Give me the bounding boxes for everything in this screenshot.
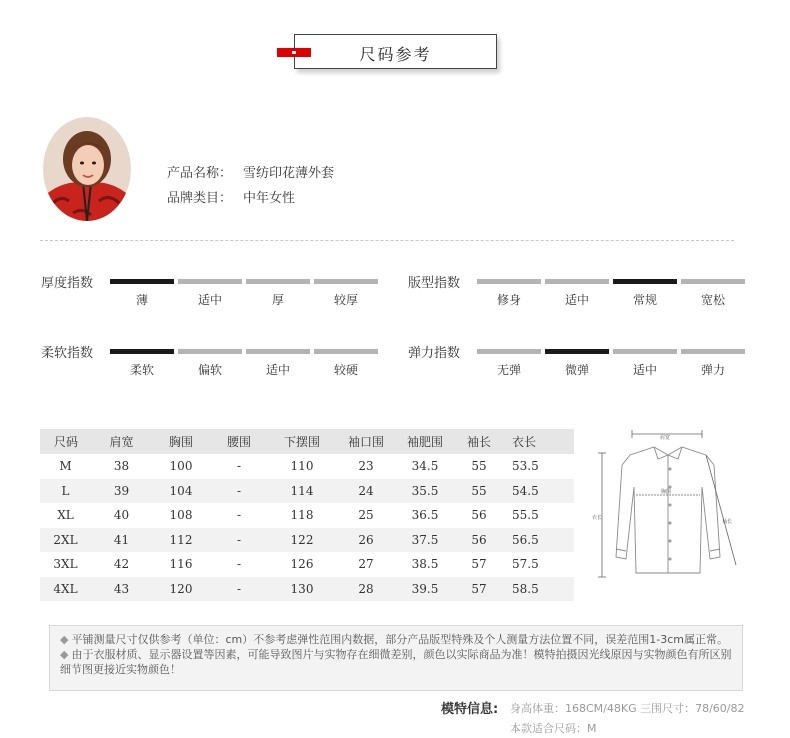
product-category-value: 中年女性 (243, 191, 296, 206)
table-row (40, 479, 574, 504)
col-header-hem: 下摆围 (268, 429, 336, 454)
table-cell: 3XL (53, 557, 78, 572)
label-chest: 胸围 (661, 489, 672, 495)
table-cell: 58.5 (504, 577, 574, 602)
col-header-shoulder: 肩宽 (91, 429, 152, 454)
table-cell: 100 (169, 459, 193, 474)
table-cell: 114 (268, 479, 336, 504)
table-cell: 57.5 (512, 557, 539, 572)
index-option: 较硬 (333, 363, 358, 377)
table-cell: 39.5 (396, 577, 454, 602)
label-sleeve: 袖长 (722, 519, 733, 525)
note-item (60, 647, 732, 677)
table-cell: 126 (290, 557, 314, 572)
index-segment (110, 349, 174, 354)
index-option: 宽松 (700, 293, 725, 307)
table-cell: - (236, 508, 242, 523)
table-cell: 55 (471, 459, 487, 474)
table-cell: 38.5 (411, 557, 439, 572)
table-cell: 56 (454, 528, 504, 553)
index-segment (178, 279, 242, 284)
table-cell: - (236, 557, 242, 572)
table-cell: 25 (358, 508, 374, 523)
index-segment (477, 349, 541, 354)
table-cell: 41 (91, 528, 152, 553)
index-option: 偏软 (197, 363, 222, 377)
index-name: 版型指数 (408, 276, 461, 291)
index-segment (613, 279, 677, 284)
table-cell: 27 (358, 557, 374, 572)
table-cell: - (210, 577, 268, 602)
index-option: 微弹 (564, 363, 589, 377)
col-header-size: 尺码 (40, 429, 91, 454)
table-cell: 24 (336, 479, 396, 504)
model-info-label: 模特信息: (441, 702, 499, 717)
table-cell: 122 (268, 528, 336, 553)
index-option: 适中 (632, 363, 657, 377)
table-cell: 57 (454, 577, 504, 602)
table-cell: 4XL (40, 577, 91, 602)
model-stats: 身高体重：168CM/48KG 三围尺寸：78/60/82 (510, 702, 745, 715)
size-table (40, 429, 574, 601)
index-segment (681, 279, 745, 284)
model-avatar (43, 117, 131, 221)
index-segment (246, 349, 310, 354)
product-category-row (167, 187, 295, 206)
table-cell: - (236, 459, 242, 474)
table-cell: 54.5 (504, 479, 574, 504)
note-item (60, 632, 732, 647)
index-name: 厚度指数 (41, 276, 94, 291)
index-segment (477, 279, 541, 284)
table-cell: 37.5 (396, 528, 454, 553)
index-segment (314, 349, 378, 354)
size-table-header (40, 429, 574, 454)
product-name-row (167, 162, 334, 181)
bullet-icon: ◆ (60, 633, 69, 646)
table-cell: 57 (471, 557, 487, 572)
table-row (40, 577, 574, 602)
index-segment (613, 349, 677, 354)
index-option: 无弹 (496, 363, 521, 377)
table-row (40, 552, 574, 577)
table-cell: XL (57, 508, 74, 523)
label-shoulder: 肩宽 (660, 435, 671, 441)
table-cell: 118 (290, 508, 314, 523)
shirt-measure-diagram (588, 425, 748, 585)
index-option: 适中 (564, 293, 589, 307)
index-segment (681, 349, 745, 354)
label-length: 衣长 (592, 515, 603, 521)
table-cell: 112 (152, 528, 210, 553)
table-row (40, 503, 574, 528)
table-cell: 108 (169, 508, 193, 523)
table-cell: 40 (113, 508, 130, 523)
col-header-cuff: 袖口围 (336, 429, 396, 454)
index-option: 较厚 (333, 293, 358, 307)
index-name: 柔软指数 (41, 346, 94, 361)
product-name-label: 产品名称： (167, 166, 233, 181)
index-segment (314, 279, 378, 284)
model-fit-size: 本款适合尺码：M (510, 722, 597, 735)
index-option: 薄 (135, 293, 148, 307)
table-cell: L (40, 479, 91, 504)
table-cell: 26 (336, 528, 396, 553)
note-text-1: 平铺测量尺寸仅供参考（单位：cm）不参考虑弹性范围内数据，部分产品版型特殊及个人测量方法位置不同，误差范围1-3cm属正常。 (71, 633, 728, 646)
bullet-icon: ◆ (60, 648, 69, 661)
table-cell: 130 (268, 577, 336, 602)
table-cell: - (210, 479, 268, 504)
table-cell: M (59, 459, 72, 474)
index-option: 适中 (265, 363, 290, 377)
col-header-sleeve-width: 袖肥围 (396, 429, 454, 454)
table-cell: 34.5 (411, 459, 439, 474)
index-option: 常规 (632, 293, 657, 307)
index-option: 柔软 (129, 363, 154, 377)
table-cell: 42 (113, 557, 130, 572)
table-cell: 120 (152, 577, 210, 602)
index-segment (545, 349, 609, 354)
index-segment (246, 279, 310, 284)
table-cell: 36.5 (411, 508, 439, 523)
page-title: 尺码参考 (359, 45, 432, 64)
table-cell: 110 (290, 459, 314, 474)
table-cell: 104 (152, 479, 210, 504)
table-cell: 55.5 (512, 508, 539, 523)
index-option: 弹力 (700, 363, 725, 377)
note-text-2: 由于衣服材质、显示器设置等因素，可能导致图片与实物存在细微差别，颜色以实际商品为准！模特拍摄因光线原因与实物颜色有所区别细节图更接近实物颜色！ (60, 648, 732, 676)
table-cell: 55 (454, 479, 504, 504)
table-cell: - (210, 528, 268, 553)
table-cell: 56.5 (504, 528, 574, 553)
section-title-box (294, 34, 497, 69)
table-cell: 28 (336, 577, 396, 602)
index-option: 厚 (271, 293, 284, 307)
table-cell: 56 (471, 508, 487, 523)
table-cell: 35.5 (396, 479, 454, 504)
table-cell: 23 (358, 459, 374, 474)
table-cell: 38 (113, 459, 130, 474)
table-cell: 43 (91, 577, 152, 602)
table-cell: 116 (169, 557, 193, 572)
table-cell: 53.5 (512, 459, 539, 474)
col-header-length: 衣长 (504, 429, 574, 454)
table-cell: 39 (91, 479, 152, 504)
divider (40, 240, 734, 241)
product-category-label: 品牌类目： (167, 191, 233, 206)
index-segment (178, 349, 242, 354)
table-cell: 2XL (40, 528, 91, 553)
index-segment (110, 279, 174, 284)
index-option: 修身 (496, 293, 521, 307)
col-header-sleeve-length: 袖长 (454, 429, 504, 454)
product-name-value: 雪纺印花薄外套 (243, 166, 335, 181)
index-option: 适中 (197, 293, 222, 307)
index-name: 弹力指数 (408, 346, 461, 361)
col-header-waist: 腰围 (210, 429, 268, 454)
col-header-chest: 胸围 (152, 429, 210, 454)
table-row (40, 528, 574, 553)
table-row (40, 454, 574, 479)
notes-box (49, 625, 743, 691)
index-segment (545, 279, 609, 284)
